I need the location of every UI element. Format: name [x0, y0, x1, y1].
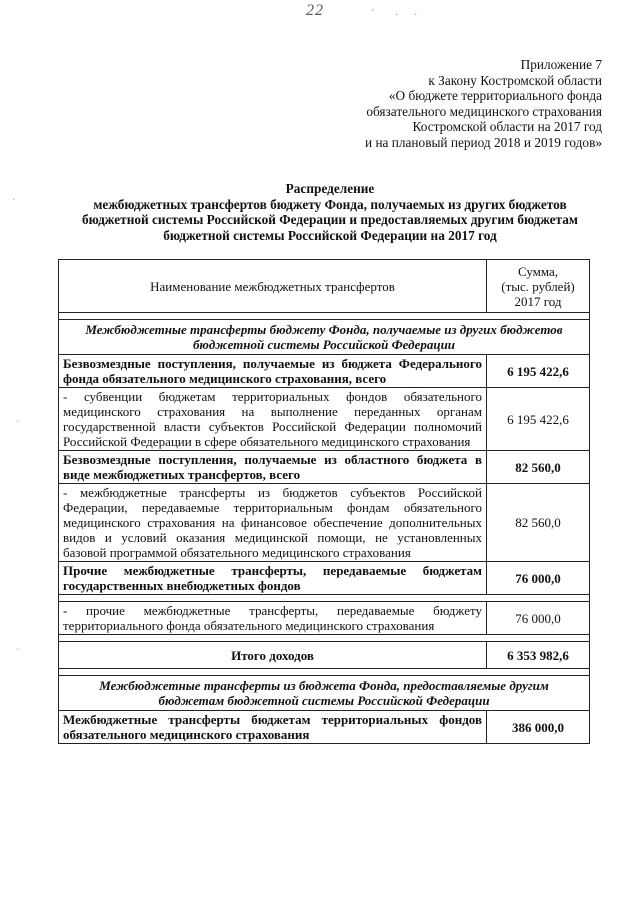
row-name: Безвозмездные поступления, получаемые из областного бюджета в виде межбюджетных трансфертов, всего — [59, 451, 487, 484]
total-value: 6 353 982,6 — [487, 642, 590, 669]
row-name: Прочие межбюджетные трансферты, передаваемые бюджетам государственных внебюджетных фондов — [59, 562, 487, 595]
table-row — [59, 388, 590, 451]
scan-speck: ` — [16, 420, 20, 431]
spacer-cell — [59, 635, 590, 642]
row-value: 6 195 422,6 — [487, 355, 590, 388]
document-title — [40, 181, 620, 243]
appendix-line: к Закону Костромской области — [428, 72, 602, 88]
sum-header-line: (тыс. рублей) — [501, 278, 575, 294]
scan-speck: ` — [16, 648, 20, 659]
title-line: бюджетной системы Российской Федерации на 2017 год — [163, 227, 497, 243]
row-name: Межбюджетные трансферты бюджетам территориальных фондов обязательного медицинского страхования — [59, 711, 487, 744]
section-heading-outgoing: Межбюджетные трансферты из бюджета Фонда, предоставляемые другим бюджетам бюджетной системы Российской Федерации — [59, 676, 590, 711]
table-row — [59, 451, 590, 484]
section-row — [59, 320, 590, 355]
spacer-row — [59, 635, 590, 642]
scan-speck: ' — [372, 8, 374, 19]
spacer-row — [59, 595, 590, 602]
appendix-line: обязательного медицинского страхования — [366, 103, 602, 119]
appendix-line: и на плановый период 2018 и 2019 годов» — [365, 134, 602, 150]
scan-speck: · — [414, 10, 418, 21]
title-line: бюджетной системы Российской Федерации и предоставляемых другим бюджетам — [82, 212, 578, 228]
row-value: 76 000,0 — [487, 562, 590, 595]
table-row — [59, 484, 590, 562]
appendix-line: «О бюджете территориального фонда — [388, 88, 602, 103]
table-row — [59, 711, 590, 744]
table-row — [59, 602, 590, 635]
table-row — [59, 562, 590, 595]
spacer-cell — [59, 595, 590, 602]
title-line: межбюджетных трансфертов бюджету Фонда, получаемых из других бюджетов — [93, 196, 567, 212]
page-number: 22 — [306, 2, 324, 19]
appendix-line: Костромской области на 2017 год — [412, 119, 602, 134]
column-header-sum — [487, 260, 590, 313]
transfers-table — [58, 259, 590, 744]
row-value: 76 000,0 — [487, 602, 590, 635]
row-value: 6 195 422,6 — [487, 388, 590, 451]
spacer-cell — [59, 669, 590, 676]
sum-header-line: 2017 год — [514, 293, 562, 309]
total-label: Итого доходов — [59, 642, 487, 669]
row-value: 386 000,0 — [487, 711, 590, 744]
table-header-row — [59, 260, 590, 313]
title-line: Распределение — [285, 181, 375, 196]
appendix-line: Приложение 7 — [520, 57, 602, 72]
spacer-cell — [59, 313, 590, 320]
total-row — [59, 642, 590, 669]
section-row — [59, 676, 590, 711]
sum-header-line: Сумма, — [517, 263, 559, 279]
row-name: Безвозмездные поступления, получаемые из бюджета Федерального фонда обязательного медицинского страхования, всего — [59, 355, 487, 388]
row-name: - субвенции бюджетам территориальных фондов обязательного медицинского страхования на выполнение переданных органам государственной власти субъектов Российской Федерации полномочий Российской Федерации в сфере обязательного медицинского страхования — [59, 388, 487, 451]
spacer-row — [59, 313, 590, 320]
row-name: - прочие межбюджетные трансферты, передаваемые бюджету территориального фонда обязательного медицинского страхования — [59, 602, 487, 635]
row-value: 82 560,0 — [487, 451, 590, 484]
appendix-header — [365, 57, 602, 150]
row-value: 82 560,0 — [487, 484, 590, 562]
column-header-name: Наименование межбюджетных трансфертов — [59, 260, 487, 313]
row-name: - межбюджетные трансферты из бюджетов субъектов Российской Федерации, передаваемые территориальным фондам обязательного медицинского страхования на финансовое обеспечение дополнительных видов и условий оказания медицинской помощи, не установленных базовой программой обязательного медицинского страхования — [59, 484, 487, 562]
spacer-row — [59, 669, 590, 676]
section-heading-income: Межбюджетные трансферты бюджету Фонда, получаемые из других бюджетов бюджетной системы Российской Федерации — [59, 320, 590, 355]
scan-speck: · — [395, 10, 399, 21]
scan-speck: ` — [12, 198, 16, 209]
table-row — [59, 355, 590, 388]
